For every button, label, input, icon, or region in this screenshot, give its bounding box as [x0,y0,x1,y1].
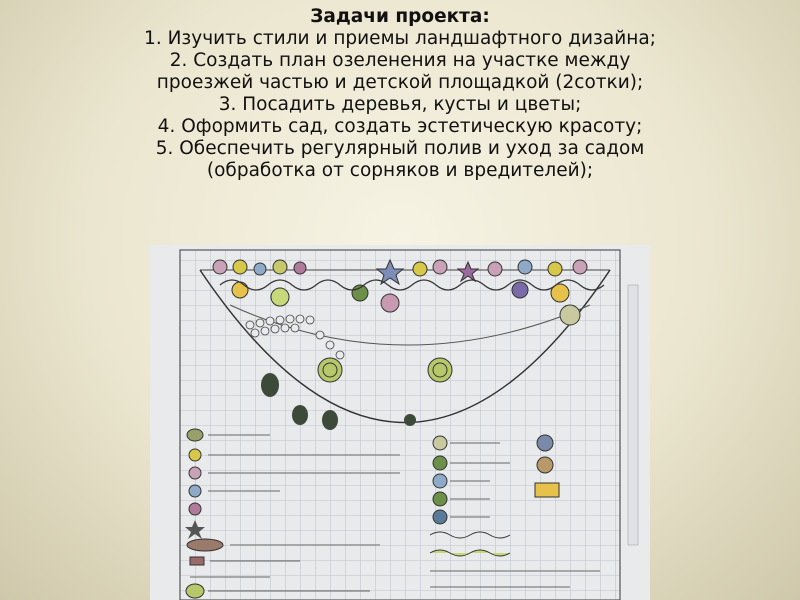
project-tasks [120,6,680,182]
garden-plan-photo [150,245,650,600]
task-item-4: 4. Оформить сад, создать эстетическую красоту; [157,116,643,137]
garden-plan-drawing [150,245,650,600]
task-item-5: 5. Обеспечить регулярный полив и уход за садом (обработка от сорняков и вредителей); [155,138,645,181]
task-item-1: 1. Изучить стили и приемы ландшафтного дизайна; [144,28,656,49]
tasks-title: Задачи проекта: [310,6,490,27]
task-item-3: 3. Посадить деревья, кусты и цветы; [218,94,582,115]
task-item-2: 2. Создать план озеленения на участке между проезжей частью и детской площадкой (2сотки); [156,50,644,93]
graph-paper-grid [180,250,620,600]
